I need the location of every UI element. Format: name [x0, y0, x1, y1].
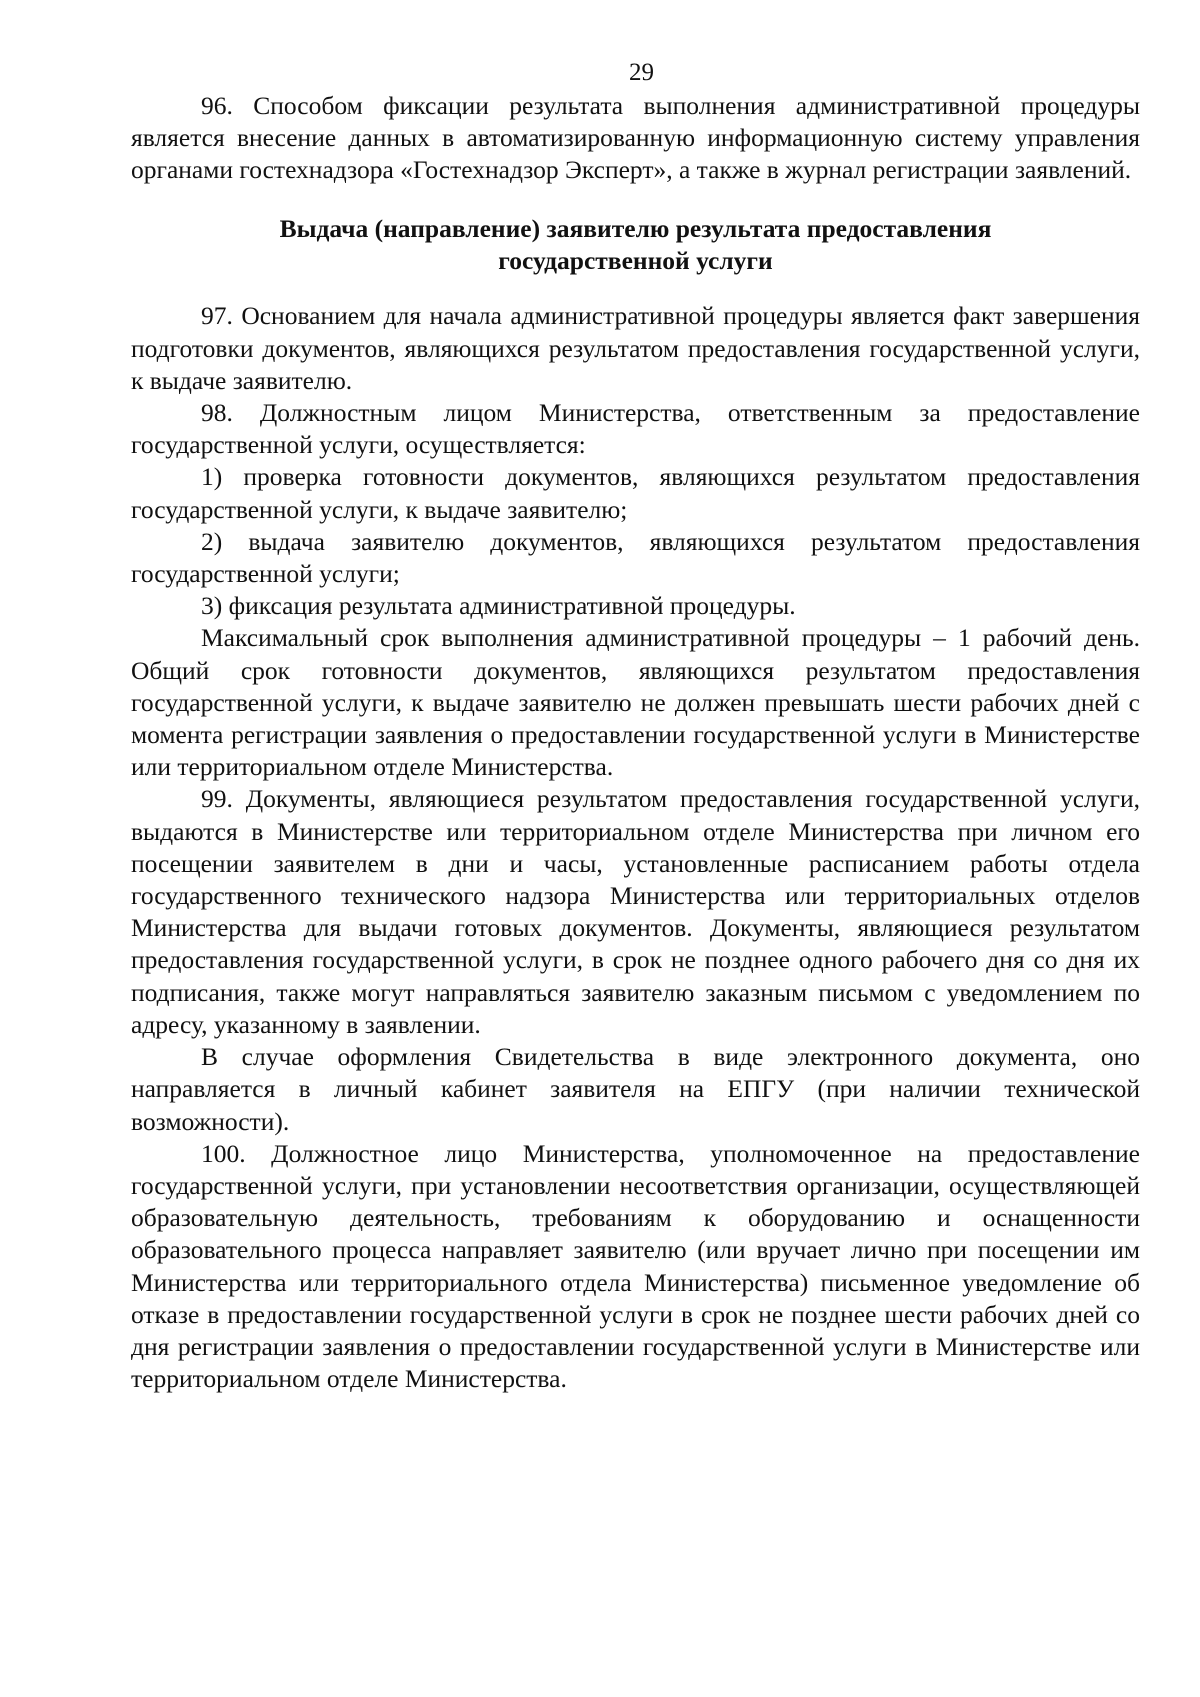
paragraph-100: 100. Должностное лицо Министерства, уполномоченное на предоставление государственной услуги, при установлении несоответствия организации, осуществляющей образовательную деятельность, требованиям к оборудованию и оснащенности образовательного процесса направляет заявителю (или вручает лично при посещении им Министерства или территориального отдела Министерства) письменное уведомление об отказе в предоставлении государственной услуги в срок не позднее шести рабочих дней со дня регистрации заявления о предоставлении государственной услуги в Министерстве или территориальном отделе Министерства.	[131, 1138, 1140, 1394]
paragraph-98-item-1: 1) проверка готовности документов, являющихся результатом предоставления государственной услуги, к выдаче заявителю;	[131, 462, 1140, 524]
section-heading	[131, 213, 1140, 278]
document-page	[131, 58, 1140, 1395]
paragraph-98-item-3: 3) фиксация результата административной процедуры.	[201, 591, 796, 621]
paragraph-97: 97. Основанием для начала административной процедуры является факт завершения подготовки документов, являющихся результатом предоставления государственной услуги, к выдаче заявителю.	[131, 301, 1140, 395]
paragraph-max-term: Максимальный срок выполнения административной процедуры – 1 рабочий день. Общий срок готовности документов, являющихся результатом предоставления государственной услуги, к выдаче заявителю не должен превышать шести рабочих дней с момента регистрации заявления о предоставлении государственной услуги в Министерстве или территориальном отделе Министерства.	[131, 623, 1140, 782]
section-heading-line-1: Выдача (направление) заявителю результата предоставления	[279, 213, 992, 243]
paragraph-99: 99. Документы, являющиеся результатом предоставления государственной услуги, выдаются в Министерстве или территориальном отделе Министерства при личном его посещении заявителем в дни и часы, установленные расписанием работы отдела государственного технического надзора Министерства или территориальных отделов Министерства для выдачи готовых документов. Документы, являющиеся результатом предоставления государственной услуги, в срок не позднее одного рабочего дня со дня их подписания, также могут направляться заявителю заказным письмом с уведомлением по адресу, указанному в заявлении.	[131, 784, 1140, 1039]
paragraph-98: 98. Должностным лицом Министерства, ответственным за предоставление государственной услуги, осуществляется:	[131, 398, 1140, 460]
page-number: 29	[629, 59, 654, 86]
paragraph-98-item-2: 2) выдача заявителю документов, являющихся результатом предоставления государственной услуги;	[131, 526, 1140, 589]
paragraph-electronic-certificate: В случае оформления Свидетельства в виде электронного документа, оно направляется в личный кабинет заявителя на ЕПГУ (при наличии технической возможности).	[131, 1042, 1140, 1136]
paragraph-96: 96. Способом фиксации результата выполнения административной процедуры является внесение данных в автоматизированную информационную систему управления органами гостехнадзора «Гостехнадзор Эксперт», а также в журнал регистрации заявлений.	[131, 91, 1140, 185]
section-heading-line-2: государственной услуги	[498, 246, 773, 276]
